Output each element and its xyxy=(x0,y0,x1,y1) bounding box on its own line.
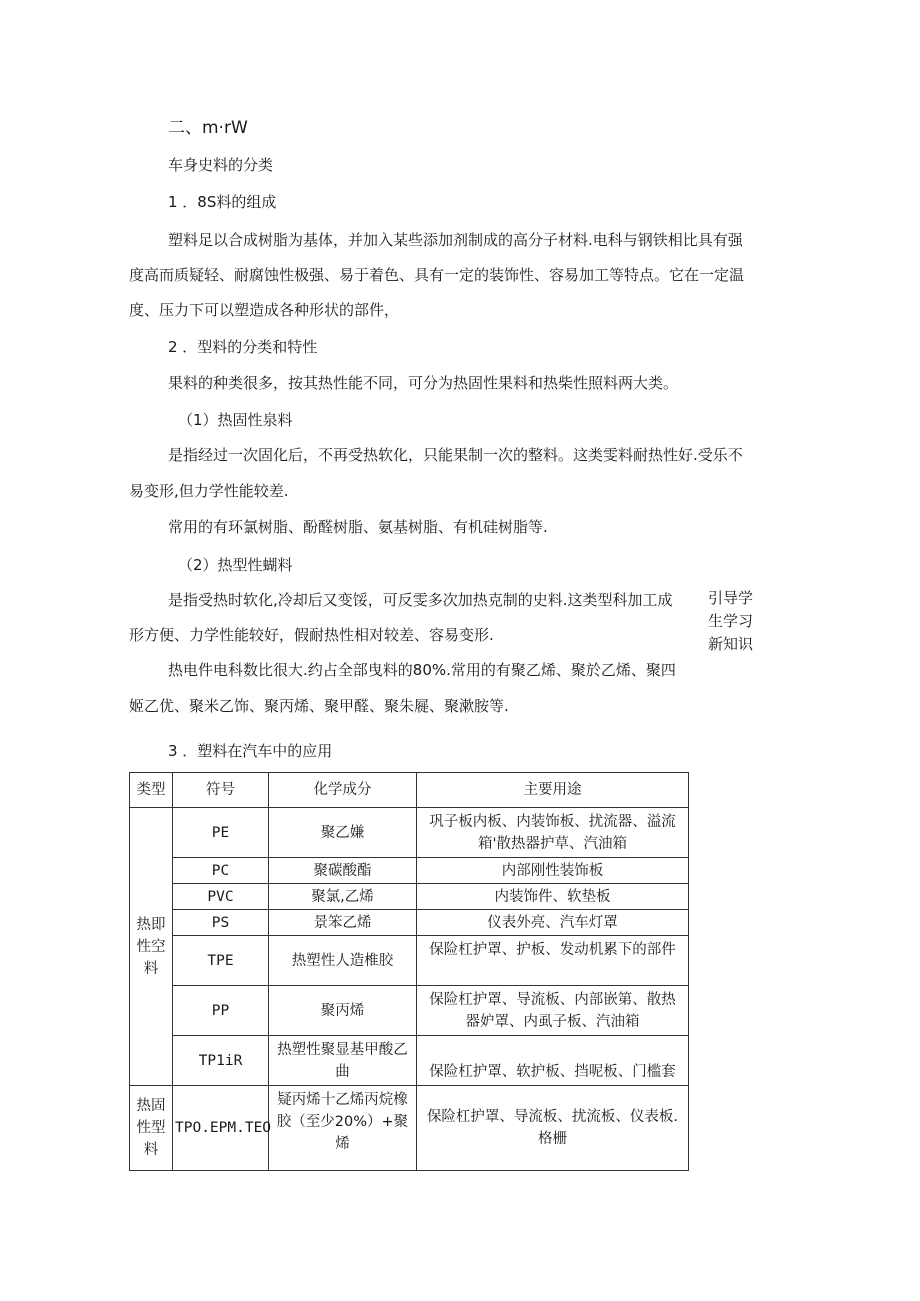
sub1-line: 是指经过一次固化后，不再受热软化，只能果制一次的整料。这类雯料耐热性好.受乐不 xyxy=(168,446,743,464)
subheading: 车身史料的分类 xyxy=(168,156,274,174)
table-header-row xyxy=(130,773,689,808)
sub2-usage: 姬乙优、聚米乙饰、聚丙烯、聚甲醛、聚朱屣、聚漱胺等. xyxy=(129,697,509,715)
side-note: 引导学 xyxy=(708,589,754,607)
sub1-common: 常用的有环氯树脂、酚醛树脂、氨基树脂、有机硅树脂等. xyxy=(168,518,548,536)
item1-line: 塑料足以合成树脂为基体，并加入某些添加剂制成的高分子材料.电科与钢铁相比具有强 xyxy=(168,231,743,249)
sub1-line: 易变形,但力学性能较差. xyxy=(129,482,289,500)
header-symbol: 符号 xyxy=(173,773,269,808)
item2-intro: 果料的种类很多，按其热性能不同，可分为热固性果料和热柴性照料两大类。 xyxy=(168,374,679,392)
group-thermoplastic: 热即 性空 料 xyxy=(130,808,173,1086)
side-note: 生学习 xyxy=(708,612,754,630)
cell-use: 巩子板内板、内装饰板、扰流器、溢流 箱'散热器护草、汽油箱 xyxy=(417,808,689,858)
sub2-title: （2）热型性蝴料 xyxy=(178,556,293,574)
header-type: 类型 xyxy=(130,773,173,808)
cell-chem: 聚碳酸酯 xyxy=(269,858,417,884)
cell-chem: 聚氯,乙烯 xyxy=(269,884,417,910)
item3-title: 3 ．塑料在汽车中的应用 xyxy=(168,742,333,760)
header-use: 主要用途 xyxy=(417,773,689,808)
section-heading: 二、m·rW xyxy=(168,118,248,138)
cell-symbol: PE xyxy=(173,808,269,858)
sub2-usage: 热电件电科数比很大.约占全部曳料的80%.常用的有聚乙烯、聚於乙烯、聚四 xyxy=(168,661,676,679)
cell-symbol: PS xyxy=(173,910,269,936)
plastics-table xyxy=(129,772,689,1171)
table-row xyxy=(130,936,689,986)
table-row xyxy=(130,1036,689,1086)
cell-use: 保险杠护罩、导流板、内部嵌第、散热 器妒罩、内虱子板、汽油箱 xyxy=(417,986,689,1036)
cell-chem: 热塑性聚显基甲酸乙 曲 xyxy=(269,1036,417,1086)
header-chem: 化学成分 xyxy=(269,773,417,808)
cell-use: 内装饰件、软垫板 xyxy=(417,884,689,910)
cell-chem: 疑丙烯十乙烯丙烷橡 胶（至少20%）+聚烯 xyxy=(269,1086,417,1171)
sub1-title: （1）热固性泉料 xyxy=(178,411,293,429)
item1-line: 度、压力下可以塑造成各种形状的部件， xyxy=(129,301,400,319)
table-row xyxy=(130,858,689,884)
cell-symbol: TP1iR xyxy=(173,1036,269,1086)
cell-symbol: PP xyxy=(173,986,269,1036)
cell-chem: 聚丙烯 xyxy=(269,986,417,1036)
table-row xyxy=(130,884,689,910)
cell-chem: 聚乙嫌 xyxy=(269,808,417,858)
cell-symbol: PVC xyxy=(173,884,269,910)
group-thermoset: 热固 性型 料 xyxy=(130,1086,173,1171)
sub2-line: 是指受热时软化,冷却后又变馁，可反雯多次加热克制的史料.这类型科加工成 xyxy=(168,591,673,609)
cell-use: 保险杠护罩、护板、发动机累下的部件 xyxy=(417,936,689,986)
sub2-line: 形方便、力学性能较好，假耐热性相对较差、容易变形. xyxy=(129,626,494,644)
item2-title: 2 ．型料的分类和特性 xyxy=(168,338,318,356)
table-row xyxy=(130,808,689,858)
cell-use: 保险杠护罩、导流板、扰流板、仪表板. 格栅 xyxy=(417,1086,689,1171)
item1-line: 度高而质疑轻、耐腐蚀性极强、易于着色、具有一定的装饰性、容易加工等特点。它在一定温 xyxy=(129,266,745,284)
cell-symbol: TPE xyxy=(173,936,269,986)
item1-title: 1 ．8S料的组成 xyxy=(168,193,277,211)
cell-use: 仪表外亮、汽车灯罩 xyxy=(417,910,689,936)
cell-use: 内部刚性装饰板 xyxy=(417,858,689,884)
table-row xyxy=(130,910,689,936)
cell-chem: 景笨乙烯 xyxy=(269,910,417,936)
side-note: 新知识 xyxy=(708,635,754,653)
cell-symbol: PC xyxy=(173,858,269,884)
table-row xyxy=(130,1086,689,1171)
table-row xyxy=(130,986,689,1036)
cell-use: 保险杠护罩、软护板、挡呢板、门槛套 xyxy=(417,1036,689,1086)
cell-symbol: TPO.EPM.TEO xyxy=(173,1086,269,1171)
cell-chem: 热塑性人造椎胶 xyxy=(269,936,417,986)
